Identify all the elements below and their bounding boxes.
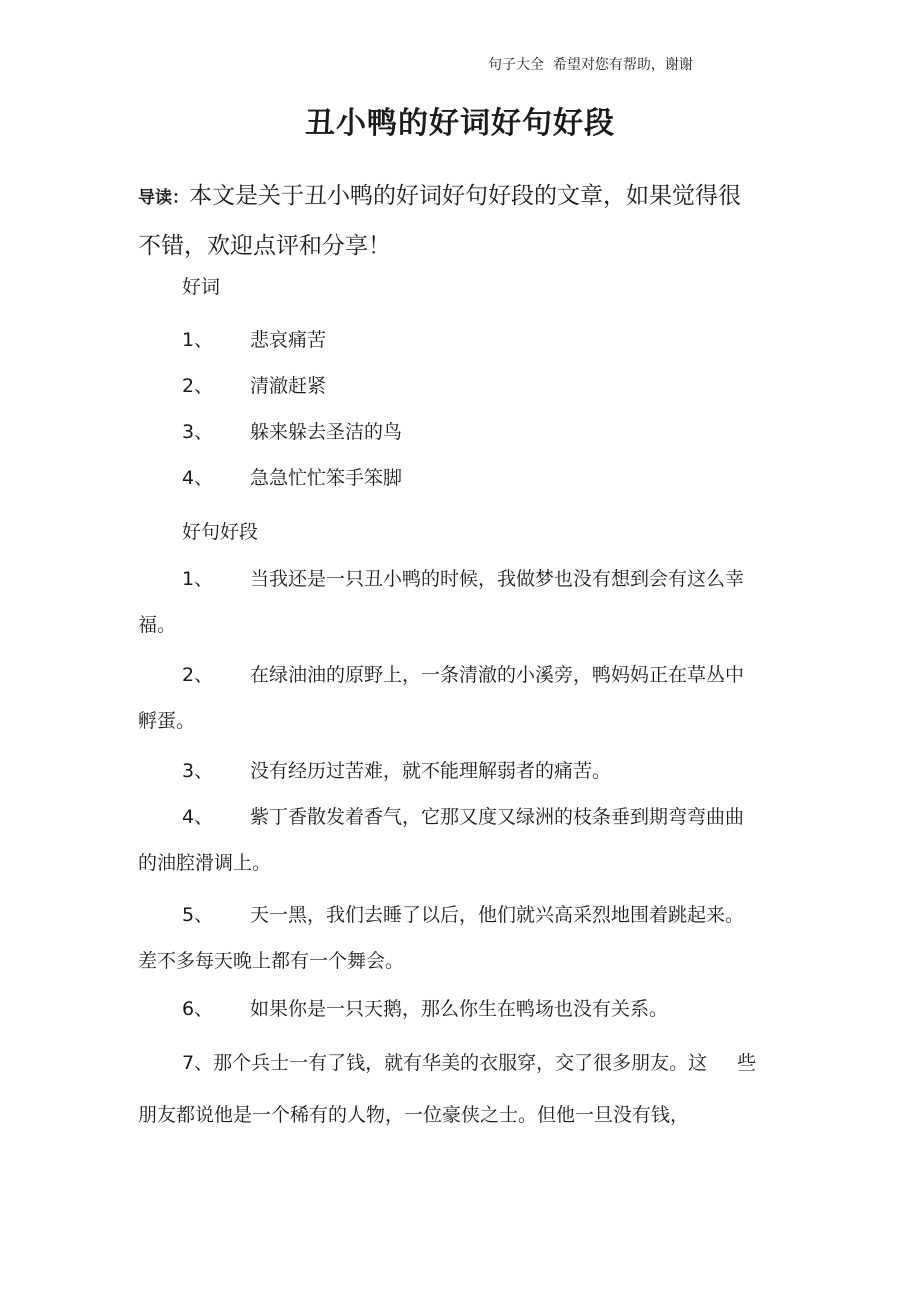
sentence-item <box>138 794 790 886</box>
sentence-text: 那个兵士一有了钱，就有华美的衣服穿，交了很多朋友。这 <box>213 1052 708 1074</box>
item-number: 5、 <box>182 904 214 926</box>
item-number: 3、 <box>182 421 214 443</box>
sentence-line <box>138 748 790 794</box>
sentence-line <box>138 556 790 602</box>
item-number: 1、 <box>182 568 214 590</box>
intro-paragraph <box>138 172 798 270</box>
sentence-line <box>138 652 790 698</box>
sentence-line <box>138 794 790 840</box>
sentence-text: 当我还是一只丑小鸭的时候，我做梦也没有想到会有这么幸 <box>250 568 745 590</box>
item-text: 清澈赶紧 <box>250 375 327 397</box>
item-text: 躲来躲去圣洁的鸟 <box>250 421 403 443</box>
sentence-item <box>138 892 790 984</box>
item-number: 4、 <box>182 806 214 828</box>
sentence-text: 紫丁香散发着香气，它那又度又绿洲的枝条垂到期弯弯曲曲 <box>250 806 745 828</box>
sentence-text: 天一黑，我们去睡了以后，他们就兴高采烈地围着跳起来。 <box>250 904 745 926</box>
sentence-text: 如果你是一只天鹅，那么你生在鸭场也没有关系。 <box>250 998 669 1020</box>
sentence-text-tail: 些 <box>737 1052 757 1074</box>
sentence-item <box>138 556 790 648</box>
sentence-continuation: 差不多每天晚上都有一个舞会。 <box>138 950 405 972</box>
intro-text-continued: 不错，欢迎点评和分享！ <box>138 233 391 259</box>
word-item <box>182 325 326 352</box>
item-number: 7、 <box>182 1052 214 1074</box>
sentence-text: 在绿油油的原野上，一条清澈的小溪旁，鸭妈妈正在草丛中 <box>250 664 745 686</box>
sentence-item <box>138 1037 790 1141</box>
sentence-continuation: 朋友都说他是一个稀有的人物，一位豪侠之士。但他一旦没有钱， <box>138 1104 690 1126</box>
page-header: 句子大全 希望对您有帮助，谢谢 <box>488 57 693 73</box>
document-title: 丑小鸭的好词好句好段 <box>305 106 615 141</box>
item-number: 2、 <box>182 375 214 397</box>
item-number: 4、 <box>182 467 214 489</box>
item-text: 急急忙忙笨手笨脚 <box>250 467 403 489</box>
intro-text: 本文是关于丑小鸭的好词好句好段的文章，如果觉得很 <box>189 183 741 209</box>
sentence-continuation: 孵蛋。 <box>138 710 196 732</box>
sentence-item <box>138 748 790 794</box>
sentence-item <box>138 986 790 1032</box>
sentence-text: 没有经历过苦难，就不能理解弱者的痛苦。 <box>250 760 612 782</box>
words-heading: 好词 <box>182 276 221 298</box>
word-item <box>182 417 402 444</box>
sentence-item <box>138 652 790 744</box>
item-number: 3、 <box>182 760 214 782</box>
sentence-line <box>138 986 790 1032</box>
intro-label: 导读： <box>138 188 189 208</box>
item-number: 6、 <box>182 998 214 1020</box>
word-item <box>182 371 326 398</box>
item-number: 1、 <box>182 329 214 351</box>
sentence-line <box>138 1037 790 1089</box>
sentence-continuation: 的油腔滑调上。 <box>138 852 272 874</box>
word-item <box>182 463 402 490</box>
item-text: 悲哀痛苦 <box>250 329 327 351</box>
sentence-continuation: 福。 <box>138 614 177 636</box>
item-number: 2、 <box>182 664 214 686</box>
sentence-line <box>138 892 790 938</box>
sentences-heading: 好句好段 <box>182 521 259 543</box>
